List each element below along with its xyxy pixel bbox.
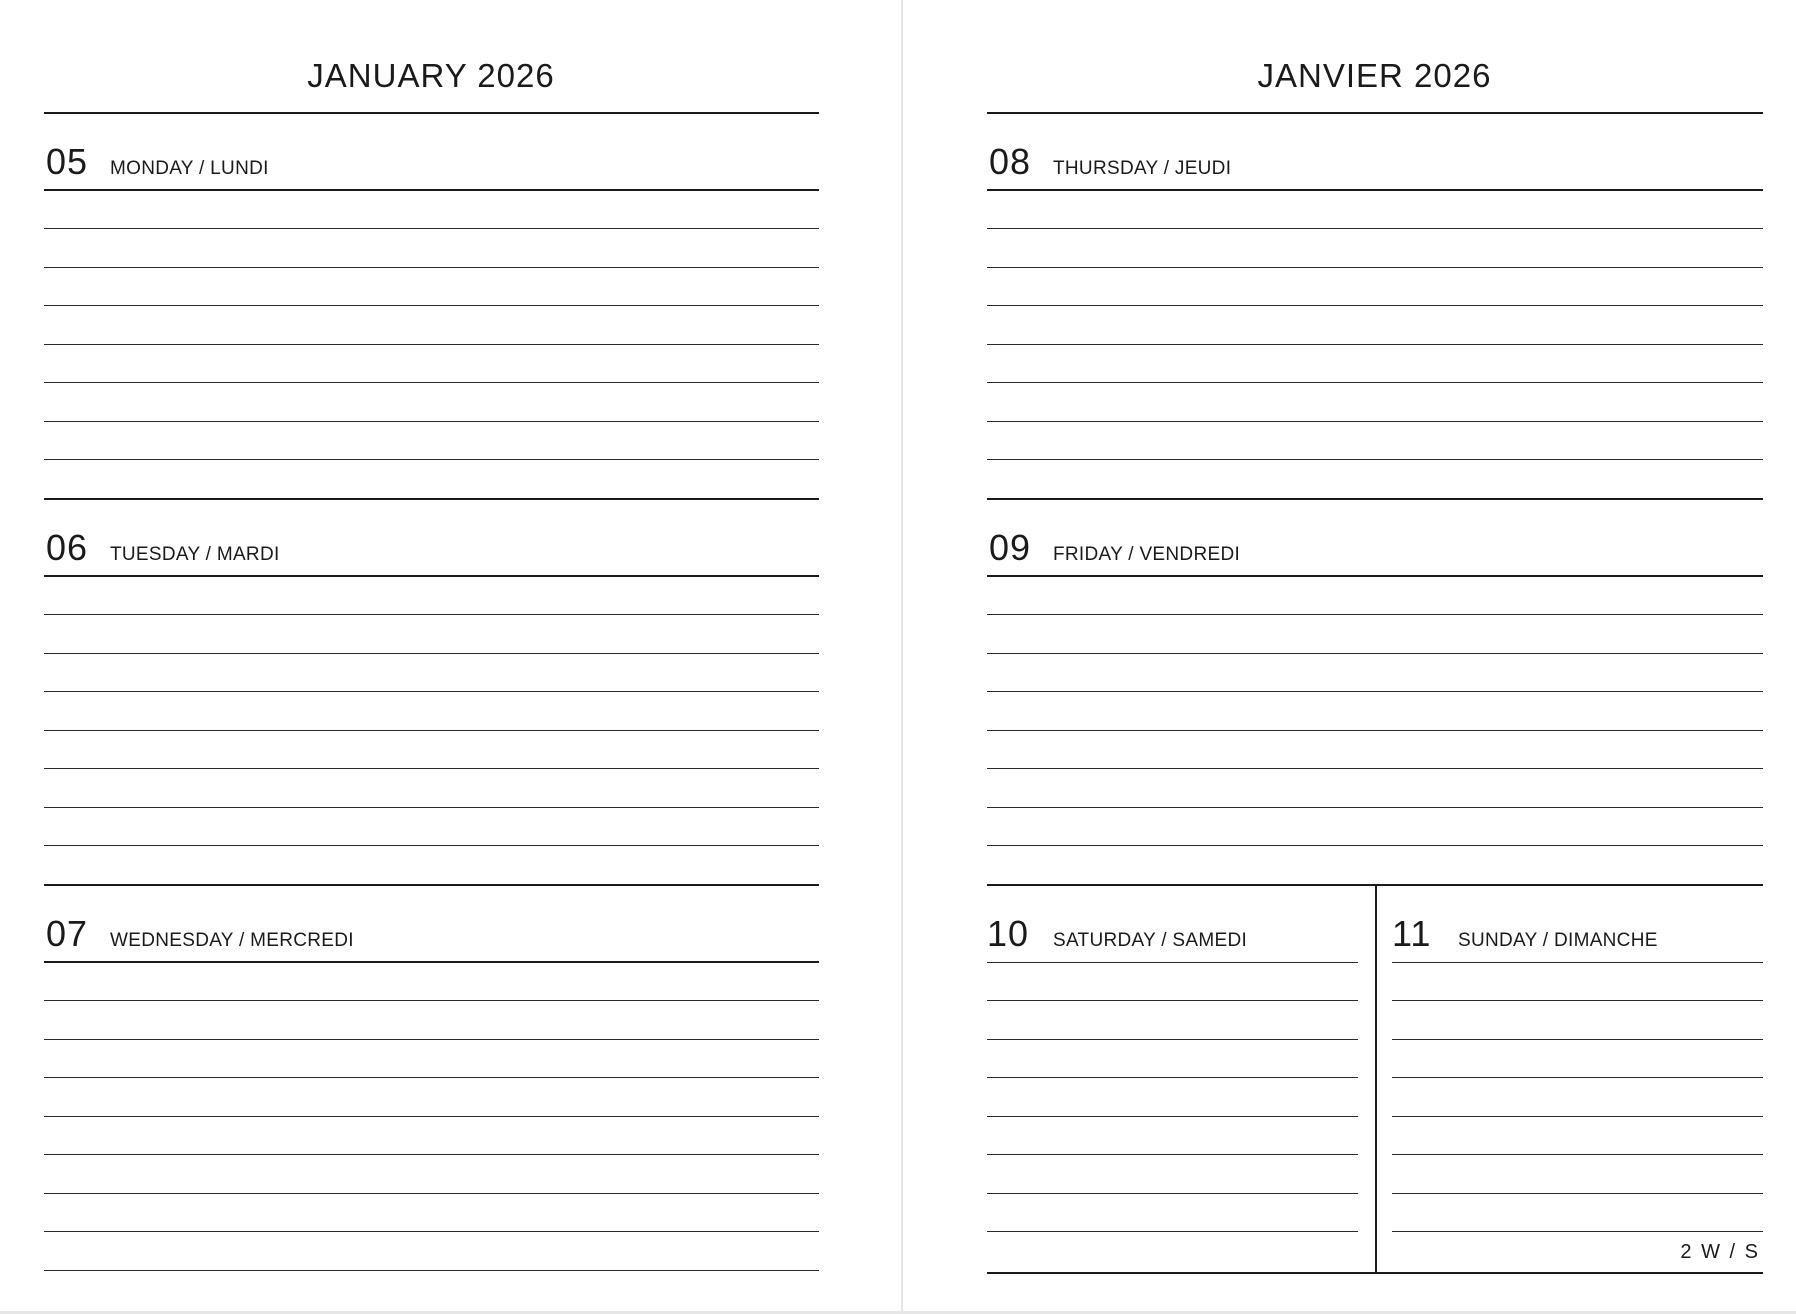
writing-line[interactable]	[1392, 1116, 1763, 1117]
day-name: FRIDAY / VENDREDI	[1053, 544, 1241, 565]
writing-line[interactable]	[987, 768, 1763, 769]
day-header-rule	[44, 575, 819, 577]
writing-line[interactable]	[987, 344, 1763, 345]
writing-line[interactable]	[1392, 962, 1763, 963]
writing-line[interactable]	[987, 653, 1763, 654]
day-top-rule	[987, 112, 1763, 114]
day-top-rule	[987, 498, 1763, 500]
month-title-en: JANUARY 2026	[307, 57, 555, 94]
writing-line[interactable]	[987, 691, 1763, 692]
weekend-divider	[1375, 886, 1377, 1274]
day-block-wednesday	[44, 884, 819, 1274]
day-number: 09	[989, 527, 1032, 568]
writing-line[interactable]	[1392, 1000, 1763, 1001]
writing-line[interactable]	[44, 421, 819, 422]
day-name: THURSDAY / JEUDI	[1053, 158, 1232, 179]
writing-line[interactable]	[44, 653, 819, 654]
writing-line[interactable]	[987, 228, 1763, 229]
writing-line[interactable]	[44, 1116, 819, 1117]
writing-line[interactable]	[44, 1231, 819, 1232]
day-block-monday	[44, 112, 819, 498]
writing-line[interactable]	[987, 1077, 1358, 1078]
writing-line[interactable]	[987, 1039, 1358, 1040]
writing-line[interactable]	[44, 305, 819, 306]
writing-line[interactable]	[987, 1000, 1358, 1001]
day-number: 05	[46, 141, 89, 182]
writing-line[interactable]	[987, 305, 1763, 306]
writing-line[interactable]	[987, 962, 1358, 963]
weekend-bottom-rule	[987, 1272, 1763, 1274]
writing-line[interactable]	[44, 459, 819, 460]
writing-line[interactable]	[44, 228, 819, 229]
writing-line[interactable]	[987, 730, 1763, 731]
day-number: 06	[46, 527, 89, 568]
writing-line[interactable]	[44, 730, 819, 731]
writing-line[interactable]	[44, 807, 819, 808]
writing-line[interactable]	[1392, 1193, 1763, 1194]
writing-line[interactable]	[1392, 1231, 1763, 1232]
day-header-rule	[987, 189, 1763, 191]
day-header-rule	[44, 961, 819, 963]
writing-line[interactable]	[44, 768, 819, 769]
day-block-thursday	[987, 112, 1763, 498]
writing-line[interactable]	[987, 1193, 1358, 1194]
day-name: SUNDAY / DIMANCHE	[1458, 930, 1658, 951]
right-page	[903, 0, 1796, 1314]
day-name: WEDNESDAY / MERCREDI	[110, 930, 354, 951]
writing-line[interactable]	[987, 382, 1763, 383]
day-name: SATURDAY / SAMEDI	[1053, 930, 1248, 951]
day-header-rule	[987, 575, 1763, 577]
writing-line[interactable]	[44, 1154, 819, 1155]
writing-line[interactable]	[44, 344, 819, 345]
day-block-sunday	[1392, 884, 1763, 1274]
writing-line[interactable]	[44, 691, 819, 692]
writing-line[interactable]	[44, 1077, 819, 1078]
writing-line[interactable]	[987, 1231, 1358, 1232]
writing-line[interactable]	[987, 807, 1763, 808]
writing-line[interactable]	[1392, 1154, 1763, 1155]
writing-line[interactable]	[44, 1193, 819, 1194]
day-name: TUESDAY / MARDI	[110, 544, 280, 565]
day-block-friday	[987, 498, 1763, 884]
writing-line[interactable]	[44, 382, 819, 383]
writing-line[interactable]	[987, 459, 1763, 460]
writing-line[interactable]	[987, 421, 1763, 422]
writing-line[interactable]	[987, 267, 1763, 268]
day-top-rule	[44, 498, 819, 500]
writing-line[interactable]	[44, 267, 819, 268]
day-name: MONDAY / LUNDI	[110, 158, 269, 179]
writing-line[interactable]	[44, 1270, 819, 1271]
writing-line[interactable]	[987, 1154, 1358, 1155]
writing-line[interactable]	[987, 1116, 1358, 1117]
writing-line[interactable]	[44, 1039, 819, 1040]
writing-line[interactable]	[987, 614, 1763, 615]
writing-line[interactable]	[44, 845, 819, 846]
day-block-saturday	[987, 884, 1358, 1274]
writing-line[interactable]	[1392, 1039, 1763, 1040]
day-top-rule	[44, 884, 819, 886]
day-top-rule	[44, 112, 819, 114]
day-number: 08	[989, 141, 1032, 182]
day-number: 10	[987, 913, 1030, 954]
day-header-rule	[44, 189, 819, 191]
month-title-fr: JANVIER 2026	[1257, 57, 1492, 94]
weekend-bottom-rule-wrap	[987, 1272, 1763, 1274]
day-number: 11	[1392, 913, 1432, 954]
day-number: 07	[46, 913, 89, 954]
writing-line[interactable]	[44, 614, 819, 615]
format-code: 2 W / S	[1680, 1241, 1760, 1263]
day-block-tuesday	[44, 498, 819, 884]
writing-line[interactable]	[987, 845, 1763, 846]
writing-line[interactable]	[44, 1000, 819, 1001]
writing-line[interactable]	[1392, 1077, 1763, 1078]
